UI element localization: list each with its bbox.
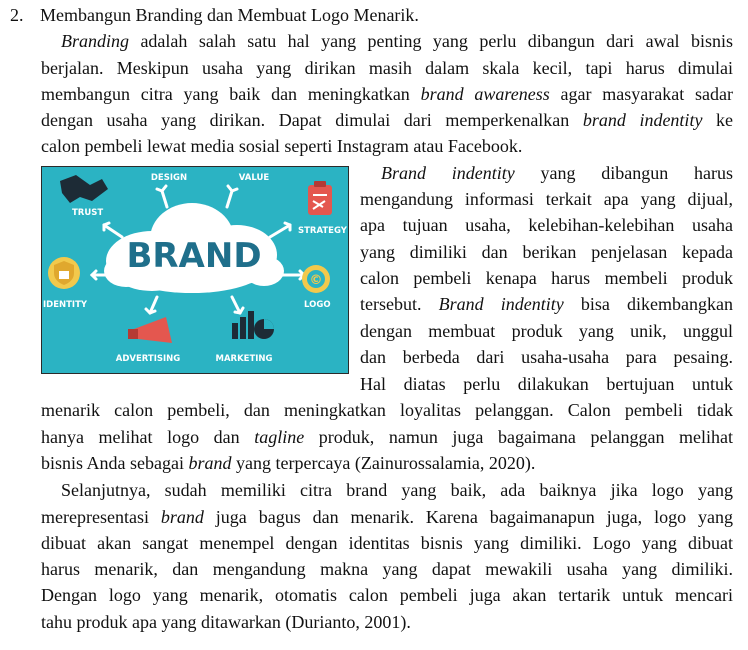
paragraph2-line7: dengan membuat produk yang unik, unggul: [360, 321, 733, 341]
p2-l12-pre: bisnis Anda sebagai: [41, 453, 189, 473]
brand-infographic-svg: [42, 167, 348, 373]
p1-l4-italic: brand indentity: [582, 110, 703, 130]
paragraph2-line5: calon pembeli kenapa harus membeli produk: [360, 268, 733, 288]
p2-l1-post: yang dibangun harus: [514, 163, 734, 183]
p2-l6-post: bisa dikembangkan: [563, 294, 733, 314]
p1-l3-post: agar masyarakat sadar: [549, 84, 733, 104]
p1-l4-pre: dengan usaha yang dirikan. Dapat dimulai dari memperkenalkan: [41, 110, 583, 130]
p2-l1-italic: Brand indentity: [381, 163, 515, 183]
label-trust: TRUST: [72, 208, 104, 218]
paragraph1-line3: [41, 84, 733, 104]
paragraph1-line2: berjalan. Meskipun usaha yang dirikan masih dalam skala kecil, tapi harus dimulai: [41, 58, 733, 78]
paragraph1-line4: [41, 110, 733, 130]
p1-l1-text: adalah salah satu hal yang penting yang perlu dibangun dari awal bisnis: [129, 31, 733, 51]
p3-l2-post: juga bagus dan menarik. Karena bagaimanapun juga, logo yang: [203, 507, 733, 527]
paragraph1-line1: [61, 31, 733, 51]
paragraph2-line8: dan berbeda dari usaha-usaha para pesaing.: [360, 347, 733, 367]
brand-infographic: [41, 166, 349, 374]
paragraph3-line4: harus menarik, dan mengandung makna yang dapat mewakili usaha yang dimiliki.: [41, 559, 733, 579]
paragraph3-line1: Selanjutnya, sudah memiliki citra brand yang baik, ada baiknya jika logo yang: [61, 480, 733, 500]
paragraph1-line5: calon pembeli lewat media sosial seperti Instagram atau Facebook.: [41, 136, 523, 156]
section-number: 2.: [10, 5, 24, 25]
p1-l3-pre: membangun citra yang baik dan meningkatkan: [41, 84, 421, 104]
paragraph2-line6: [360, 294, 733, 314]
shield-lock-icon: [48, 257, 80, 289]
svg-text:©: ©: [309, 273, 323, 288]
label-value: VALUE: [238, 173, 270, 183]
p2-l6-pre: tersebut.: [360, 294, 439, 314]
label-advertising: ADVERTISING: [115, 354, 181, 364]
brand-center-text: BRAND: [126, 236, 262, 276]
p1-l4-post: ke: [702, 110, 733, 130]
copyright-logo-icon: [302, 265, 330, 293]
paragraph2-line2: mengandung informasi terkait apa yang dijual,: [360, 189, 733, 209]
strategy-board-icon: [308, 181, 332, 215]
paragraph2-line9: Hal diatas perlu dilakukan bertujuan untuk: [360, 374, 733, 394]
p3-l2-pre: merepresentasi: [41, 507, 161, 527]
p2-l6-italic: Brand indentity: [438, 294, 564, 314]
paragraph2-line1: [381, 163, 733, 183]
p2-l11-pre: hanya melihat logo dan: [41, 427, 255, 447]
paragraph2-line12: [41, 453, 733, 473]
paragraph3-line6: tahu produk apa yang ditawarkan (Durianto, 2001).: [41, 612, 411, 632]
paragraph2-line10: menarik calon pembeli, dan meningkatkan loyalitas pelanggan. Calon pembeli tidak: [41, 400, 733, 420]
label-marketing: MARKETING: [215, 354, 273, 364]
section-heading: [10, 5, 419, 25]
p2-l11-post: produk, namun juga bagaimana pelanggan melihat: [304, 427, 733, 447]
p1-l3-italic: brand awareness: [420, 84, 550, 104]
paragraph2-line11: [41, 427, 733, 447]
p2-l12-post: yang terpercaya (Zainurossalamia, 2020).: [231, 453, 536, 473]
paragraph3-line2: [41, 507, 733, 527]
p1-italic-branding: Branding: [61, 31, 130, 51]
p2-l12-italic: brand: [188, 453, 232, 473]
p3-l2-italic: brand: [160, 507, 204, 527]
p2-l11-italic: tagline: [254, 427, 305, 447]
paragraph3-line5: Dengan logo yang menarik, otomatis calon pembeli juga akan tertarik untuk mencari: [41, 585, 733, 605]
label-identity: IDENTITY: [43, 300, 88, 310]
paragraph2-line4: yang dimiliki dan berikan penjelasan kepada: [360, 242, 733, 262]
paragraph3-line3: dibuat akan sangat menempel dengan identitas bisnis yang dimiliki. Logo yang dibuat: [41, 533, 733, 553]
label-design: DESIGN: [150, 173, 188, 183]
label-logo: LOGO: [304, 300, 331, 310]
section-title: Membangun Branding dan Membuat Logo Menarik.: [40, 5, 419, 25]
label-strategy: STRATEGY: [298, 226, 347, 236]
paragraph2-line3: apa tujuan usaha, kelebihan-kelebihan usaha: [360, 215, 733, 235]
